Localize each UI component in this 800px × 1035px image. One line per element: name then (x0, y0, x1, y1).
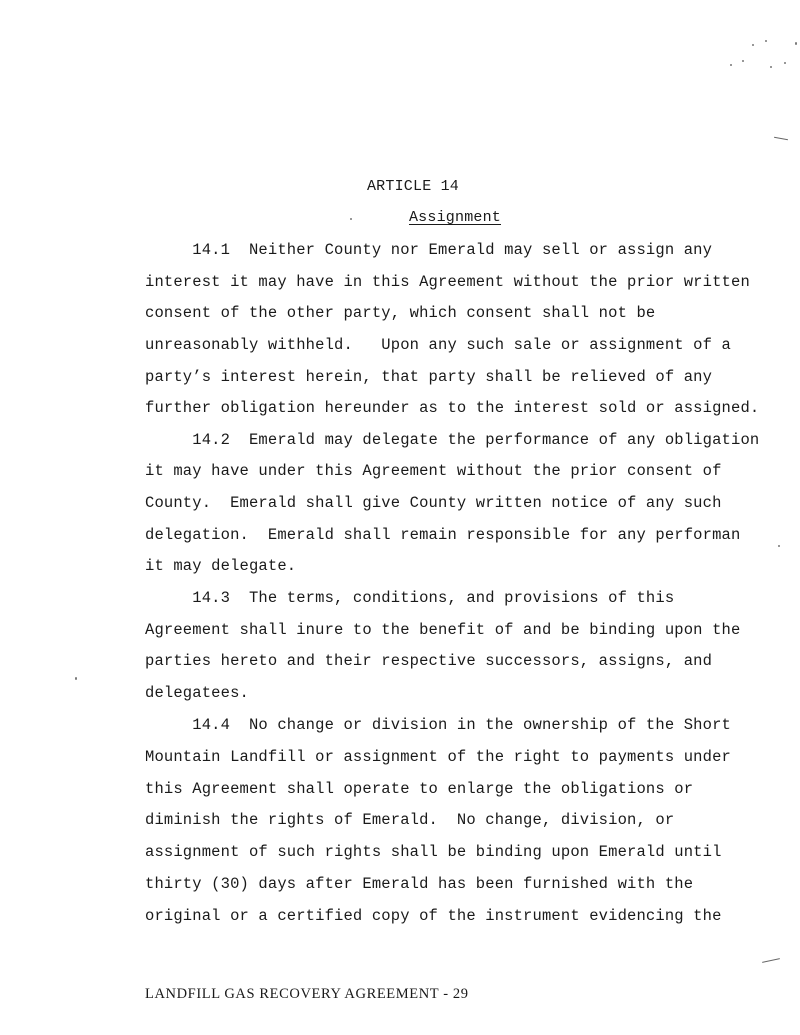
scan-speck (778, 545, 780, 547)
scan-speck (75, 677, 77, 680)
body-line: this Agreement shall operate to enlarge the obligations or (145, 780, 694, 798)
body-line: 14.2 Emerald may delegate the performance of any obligation (145, 431, 760, 449)
body-line: it may have under this Agreement without the prior consent of (145, 462, 722, 480)
body-line: 14.1 Neither County nor Emerald may sell or assign any (145, 241, 713, 259)
body-line: thirty (30) days after Emerald has been furnished with the (145, 875, 694, 893)
scan-speck (784, 62, 786, 64)
body-line: further obligation hereunder as to the interest sold or assigned. (145, 399, 760, 417)
body-line: interest it may have in this Agreement without the prior written (145, 273, 750, 291)
scan-mark (762, 958, 780, 963)
section-heading: Assignment (408, 209, 501, 226)
body-line: assignment of such rights shall be binding upon Emerald until (145, 843, 722, 861)
body-line: County. Emerald shall give County written notice of any such (145, 494, 722, 512)
body-line: party’s interest herein, that party shall be relieved of any (145, 368, 713, 386)
article-heading: ARTICLE 14 (366, 178, 459, 195)
body-line: Mountain Landfill or assignment of the right to payments under (145, 748, 731, 766)
scan-speck (730, 64, 732, 66)
body-line: 14.3 The terms, conditions, and provisions of this (145, 589, 675, 607)
body-line: it may delegate. (145, 557, 297, 575)
body-line: unreasonably withheld. Upon any such sale or assignment of a (145, 336, 731, 354)
body-line: original or a certified copy of the instrument evidencing the (145, 907, 722, 925)
body-line: diminish the rights of Emerald. No change, division, or (145, 811, 675, 829)
body-line: 14.4 No change or division in the ownership of the Short (145, 716, 731, 734)
scan-mark (774, 137, 788, 140)
page-footer: LANDFILL GAS RECOVERY AGREEMENT - 29 (145, 986, 469, 1002)
body-line: consent of the other party, which consent shall not be (145, 304, 656, 322)
scan-speck (770, 66, 772, 68)
body-line: delegation. Emerald shall remain responsible for any performan (145, 526, 741, 544)
scan-speck (765, 40, 767, 42)
body-line: delegatees. (145, 684, 249, 702)
scan-speck (742, 60, 744, 62)
scan-speck (795, 42, 797, 45)
scan-speck (752, 44, 754, 46)
body-line: Agreement shall inure to the benefit of and be binding upon the (145, 621, 741, 639)
body-line: parties hereto and their respective successors, assigns, and (145, 652, 713, 670)
scan-speck (350, 218, 352, 220)
